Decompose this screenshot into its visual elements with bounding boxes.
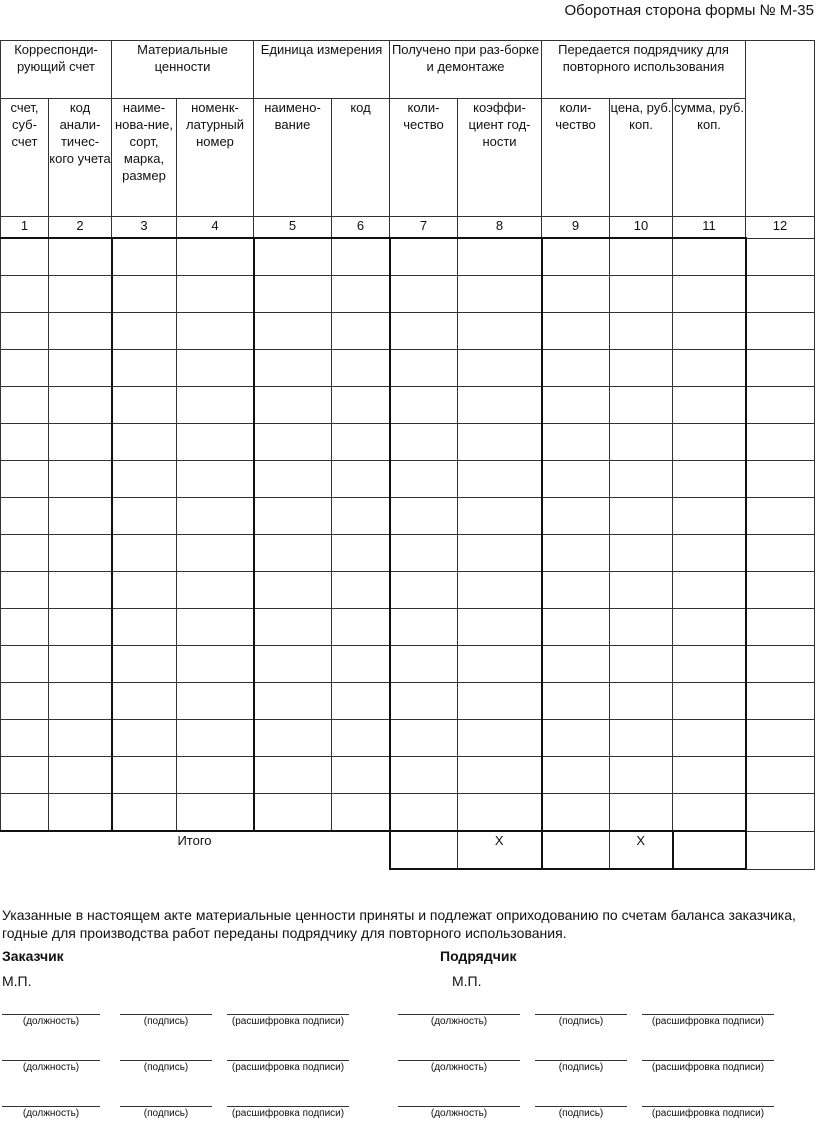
table-row [1, 461, 815, 498]
table-cell[interactable] [390, 757, 458, 794]
table-cell[interactable] [112, 498, 177, 535]
table-cell[interactable] [254, 350, 332, 387]
table-row [1, 609, 815, 646]
table-cell[interactable] [49, 313, 112, 350]
sig-position-line[interactable]: (должность) [398, 1014, 520, 1027]
table-cell[interactable] [746, 794, 815, 832]
table-cell[interactable] [1, 350, 49, 387]
sub-analytic-code: код анали-тичес-кого учета [49, 99, 112, 217]
table-cell[interactable] [458, 720, 542, 757]
table-cell[interactable] [332, 757, 390, 794]
table-cell[interactable] [610, 498, 673, 535]
table-cell[interactable] [746, 609, 815, 646]
col-number: 10 [610, 217, 673, 239]
table-cell[interactable] [49, 609, 112, 646]
table-cell[interactable] [458, 572, 542, 609]
table-cell[interactable] [458, 387, 542, 424]
table-cell[interactable] [610, 461, 673, 498]
table-cell[interactable] [49, 424, 112, 461]
table-cell[interactable] [49, 646, 112, 683]
table-cell[interactable] [542, 387, 610, 424]
form-title: Оборотная сторона формы № М-35 [564, 2, 814, 19]
table-cell[interactable] [542, 313, 610, 350]
table-cell[interactable] [1, 276, 49, 313]
table-cell[interactable] [112, 461, 177, 498]
table-cell[interactable] [458, 794, 542, 832]
totals-label: Итого [177, 833, 212, 848]
table-cell[interactable] [458, 276, 542, 313]
table-cell[interactable] [542, 683, 610, 720]
sub-material-name: наиме-нова-ние, сорт, марка, размер [112, 99, 177, 217]
table-cell[interactable] [746, 535, 815, 572]
customer-stamp: М.П. [2, 973, 32, 989]
table-cell[interactable] [177, 757, 254, 794]
table-cell[interactable] [458, 757, 542, 794]
table-cell[interactable] [332, 424, 390, 461]
table-cell[interactable] [458, 683, 542, 720]
table-cell[interactable] [49, 461, 112, 498]
table-cell[interactable] [332, 461, 390, 498]
col-number: 5 [254, 217, 332, 239]
table-cell[interactable] [49, 387, 112, 424]
table-cell[interactable] [390, 350, 458, 387]
table-cell[interactable] [746, 276, 815, 313]
table-cell[interactable] [390, 461, 458, 498]
table-cell[interactable] [542, 276, 610, 313]
table-cell[interactable] [542, 535, 610, 572]
sig-decoding-line[interactable]: (расшифровка подписи) [227, 1106, 349, 1119]
table-cell[interactable] [177, 794, 254, 832]
table-cell[interactable] [254, 609, 332, 646]
sig-position-line[interactable]: (должность) [2, 1106, 100, 1119]
table-cell[interactable] [610, 238, 673, 276]
table-cell[interactable] [610, 350, 673, 387]
group-received: Получено при раз-борке и демонтаже [390, 41, 542, 99]
table-cell[interactable] [177, 646, 254, 683]
table-cell[interactable] [49, 757, 112, 794]
table-cell[interactable] [112, 757, 177, 794]
totals-row [1, 831, 815, 869]
table-cell[interactable] [49, 276, 112, 313]
acceptance-statement: Указанные в настоящем акте материальные ценности приняты и подлежат оприходованию по счетам баланса заказчика, годные для производства работ переданы подрядчику для повторного использования. [2, 907, 796, 941]
table-cell[interactable] [610, 794, 673, 832]
table-cell[interactable] [610, 535, 673, 572]
table-cell[interactable] [673, 572, 746, 609]
table-cell[interactable] [542, 461, 610, 498]
table-cell[interactable] [177, 350, 254, 387]
table-cell[interactable] [390, 238, 458, 276]
table-cell[interactable] [746, 387, 815, 424]
col-number: 3 [112, 217, 177, 239]
table-cell[interactable] [112, 238, 177, 276]
table-cell[interactable] [390, 683, 458, 720]
col-number: 8 [458, 217, 542, 239]
group-unit: Единица измерения [254, 41, 390, 99]
sub-fitness-coefficient: коэффи-циент год-ности [458, 99, 542, 217]
table-cell[interactable] [673, 609, 746, 646]
table-cell[interactable] [458, 646, 542, 683]
sig-signature-line[interactable]: (подпись) [120, 1014, 212, 1027]
sig-signature-line[interactable]: (подпись) [535, 1060, 627, 1073]
table-cell[interactable] [177, 720, 254, 757]
table-cell[interactable] [112, 387, 177, 424]
table-row [1, 535, 815, 572]
total-cell-12[interactable] [746, 831, 815, 869]
table-cell[interactable] [332, 646, 390, 683]
contractor-stamp: М.П. [452, 973, 482, 989]
table-cell[interactable] [458, 498, 542, 535]
table-cell[interactable] [746, 350, 815, 387]
table-cell[interactable] [390, 609, 458, 646]
table-cell[interactable] [610, 276, 673, 313]
header-group-row [1, 41, 815, 99]
table-cell[interactable] [332, 313, 390, 350]
table-cell[interactable] [112, 572, 177, 609]
sub-sum: сумма, руб. коп. [673, 99, 746, 217]
table-cell[interactable] [390, 720, 458, 757]
group-material-values: Материальные ценности [112, 41, 254, 99]
table-cell[interactable] [542, 609, 610, 646]
table-cell[interactable] [1, 461, 49, 498]
table-cell[interactable] [390, 313, 458, 350]
table-row [1, 572, 815, 609]
table-cell[interactable] [112, 609, 177, 646]
table-cell[interactable] [254, 276, 332, 313]
table-cell[interactable] [332, 387, 390, 424]
sig-decoding-line[interactable]: (расшифровка подписи) [642, 1060, 774, 1073]
table-cell[interactable] [254, 498, 332, 535]
col-number: 12 [746, 217, 815, 239]
table-cell[interactable] [254, 535, 332, 572]
table-row [1, 424, 815, 461]
table-cell[interactable] [1, 238, 49, 276]
table-cell[interactable] [542, 350, 610, 387]
sig-position-line[interactable]: (должность) [2, 1060, 100, 1073]
table-cell[interactable] [177, 683, 254, 720]
table-cell[interactable] [112, 313, 177, 350]
table-cell[interactable] [746, 424, 815, 461]
table-cell[interactable] [332, 572, 390, 609]
table-row [1, 646, 815, 683]
total-cell-10: X [610, 831, 673, 869]
col-number: 4 [177, 217, 254, 239]
sig-position-line[interactable]: (должность) [398, 1106, 520, 1119]
table-cell[interactable] [112, 424, 177, 461]
table-cell[interactable] [49, 683, 112, 720]
table-cell[interactable] [610, 757, 673, 794]
header-sub-row [1, 99, 815, 217]
table-cell[interactable] [458, 609, 542, 646]
table-cell[interactable] [390, 646, 458, 683]
table-cell[interactable] [112, 720, 177, 757]
table-cell[interactable] [542, 646, 610, 683]
table-cell[interactable] [673, 461, 746, 498]
table-cell[interactable] [673, 424, 746, 461]
col-number: 11 [673, 217, 746, 239]
table-cell[interactable] [390, 535, 458, 572]
table-cell[interactable] [254, 572, 332, 609]
table-cell[interactable] [1, 609, 49, 646]
table-cell[interactable] [49, 350, 112, 387]
col-number: 1 [1, 217, 49, 239]
table-cell[interactable] [112, 646, 177, 683]
table-cell[interactable] [610, 609, 673, 646]
table-cell[interactable] [332, 350, 390, 387]
table-cell[interactable] [458, 350, 542, 387]
table-row [1, 720, 815, 757]
table-row [1, 498, 815, 535]
table-cell[interactable] [177, 276, 254, 313]
table-cell[interactable] [746, 313, 815, 350]
table-cell[interactable] [610, 720, 673, 757]
table-cell[interactable] [49, 720, 112, 757]
sub-unit-name: наимено-вание [254, 99, 332, 217]
total-cell-7[interactable] [390, 831, 458, 869]
table-row [1, 238, 815, 276]
table-cell[interactable] [1, 387, 49, 424]
table-cell[interactable] [746, 238, 815, 276]
table-cell[interactable] [746, 720, 815, 757]
group-transferred: Передается подрядчику для повторного использования [542, 41, 746, 99]
sig-position-line[interactable]: (должность) [2, 1014, 100, 1027]
table-cell[interactable] [1, 720, 49, 757]
table-cell[interactable] [1, 683, 49, 720]
table-cell[interactable] [49, 498, 112, 535]
col-number: 9 [542, 217, 610, 239]
sub-account: счет, суб-счет [1, 99, 49, 217]
table-cell[interactable] [610, 313, 673, 350]
table-cell[interactable] [177, 535, 254, 572]
table-cell[interactable] [254, 794, 332, 832]
table-cell[interactable] [542, 238, 610, 276]
table-cell[interactable] [458, 424, 542, 461]
table-cell[interactable] [177, 424, 254, 461]
sub-transferred-quantity: коли-чество [542, 99, 610, 217]
table-cell[interactable] [390, 424, 458, 461]
table-cell[interactable] [673, 498, 746, 535]
table-cell[interactable] [254, 646, 332, 683]
table-row [1, 794, 815, 832]
table-cell[interactable] [673, 535, 746, 572]
table-cell[interactable] [332, 535, 390, 572]
table-cell[interactable] [610, 683, 673, 720]
table-cell[interactable] [112, 350, 177, 387]
table-cell[interactable] [746, 757, 815, 794]
table-cell[interactable] [542, 498, 610, 535]
table-cell[interactable] [177, 609, 254, 646]
table-cell[interactable] [390, 572, 458, 609]
total-cell-9[interactable] [542, 831, 610, 869]
sig-signature-line[interactable]: (подпись) [535, 1106, 627, 1119]
table-cell[interactable] [254, 757, 332, 794]
table-cell[interactable] [458, 238, 542, 276]
table-cell[interactable] [112, 794, 177, 832]
table-cell[interactable] [610, 387, 673, 424]
customer-title: Заказчик [2, 948, 64, 964]
table-row [1, 313, 815, 350]
group-corresponding-account: Корреспонди-рующий счет [1, 41, 112, 99]
table-cell[interactable] [673, 313, 746, 350]
table-row [1, 757, 815, 794]
table-cell[interactable] [746, 683, 815, 720]
table-cell[interactable] [458, 535, 542, 572]
table-cell[interactable] [458, 461, 542, 498]
table-cell[interactable] [390, 794, 458, 832]
table-cell[interactable] [254, 424, 332, 461]
table-cell[interactable] [1, 313, 49, 350]
contractor-title: Подрядчик [440, 948, 517, 964]
column-number-row [1, 217, 815, 239]
sig-decoding-line[interactable]: (расшифровка подписи) [642, 1014, 774, 1027]
table-cell[interactable] [390, 387, 458, 424]
table-cell[interactable] [1, 535, 49, 572]
table-cell[interactable] [177, 461, 254, 498]
sub-received-quantity: коли-чество [390, 99, 458, 217]
table-cell[interactable] [1, 646, 49, 683]
table-cell[interactable] [673, 276, 746, 313]
table-cell[interactable] [332, 498, 390, 535]
table-cell[interactable] [610, 646, 673, 683]
table-cell[interactable] [746, 498, 815, 535]
table-cell[interactable] [49, 238, 112, 276]
table-cell[interactable] [673, 757, 746, 794]
table-cell[interactable] [746, 572, 815, 609]
table-cell[interactable] [542, 424, 610, 461]
col-number: 2 [49, 217, 112, 239]
table-cell[interactable] [332, 276, 390, 313]
sig-signature-line[interactable]: (подпись) [120, 1106, 212, 1119]
table-cell[interactable] [332, 683, 390, 720]
table-cell[interactable] [177, 238, 254, 276]
col-number: 6 [332, 217, 390, 239]
table-cell[interactable] [673, 238, 746, 276]
table-cell[interactable] [390, 276, 458, 313]
table-cell[interactable] [673, 794, 746, 832]
sig-signature-line[interactable]: (подпись) [535, 1014, 627, 1027]
total-cell-11[interactable] [673, 831, 746, 869]
table-cell[interactable] [49, 572, 112, 609]
table-cell[interactable] [177, 498, 254, 535]
table-row [1, 276, 815, 313]
table-cell[interactable] [332, 720, 390, 757]
table-cell[interactable] [610, 424, 673, 461]
table-cell[interactable] [542, 720, 610, 757]
table-cell[interactable] [332, 238, 390, 276]
materials-table [0, 40, 815, 870]
table-cell[interactable] [673, 387, 746, 424]
sub-nomenclature-number: номенк-латурный номер [177, 99, 254, 217]
table-cell[interactable] [542, 794, 610, 832]
sub-unit-code: код [332, 99, 390, 217]
table-cell[interactable] [673, 683, 746, 720]
table-cell[interactable] [254, 387, 332, 424]
table-cell[interactable] [673, 646, 746, 683]
table-cell[interactable] [610, 572, 673, 609]
table-cell[interactable] [1, 757, 49, 794]
sig-decoding-line[interactable]: (расшифровка подписи) [227, 1060, 349, 1073]
table-row [1, 683, 815, 720]
table-row [1, 387, 815, 424]
table-cell[interactable] [112, 535, 177, 572]
col-number: 7 [390, 217, 458, 239]
table-cell[interactable] [1, 424, 49, 461]
sig-position-line[interactable]: (должность) [398, 1060, 520, 1073]
table-cell[interactable] [542, 757, 610, 794]
table-cell[interactable] [254, 238, 332, 276]
table-cell[interactable] [49, 794, 112, 832]
table-cell[interactable] [1, 572, 49, 609]
sig-decoding-line[interactable]: (расшифровка подписи) [227, 1014, 349, 1027]
sub-price: цена, руб. коп. [610, 99, 673, 217]
table-cell[interactable] [177, 313, 254, 350]
table-cell[interactable] [112, 276, 177, 313]
table-cell[interactable] [746, 461, 815, 498]
table-cell[interactable] [746, 646, 815, 683]
table-cell[interactable] [542, 572, 610, 609]
table-cell[interactable] [332, 609, 390, 646]
table-cell[interactable] [673, 350, 746, 387]
sig-decoding-line[interactable]: (расшифровка подписи) [642, 1106, 774, 1119]
table-cell[interactable] [254, 720, 332, 757]
table-cell[interactable] [254, 461, 332, 498]
group-col12 [746, 41, 815, 217]
table-cell[interactable] [458, 313, 542, 350]
table-row [1, 350, 815, 387]
total-cell-8: X [458, 831, 542, 869]
table-cell[interactable] [254, 683, 332, 720]
table-cell[interactable] [1, 794, 49, 832]
table-cell[interactable] [254, 313, 332, 350]
table-cell[interactable] [177, 387, 254, 424]
table-cell[interactable] [673, 720, 746, 757]
table-cell[interactable] [1, 498, 49, 535]
table-cell[interactable] [112, 683, 177, 720]
table-cell[interactable] [390, 498, 458, 535]
sig-signature-line[interactable]: (подпись) [120, 1060, 212, 1073]
table-cell[interactable] [177, 572, 254, 609]
table-cell[interactable] [332, 794, 390, 832]
table-cell[interactable] [49, 535, 112, 572]
